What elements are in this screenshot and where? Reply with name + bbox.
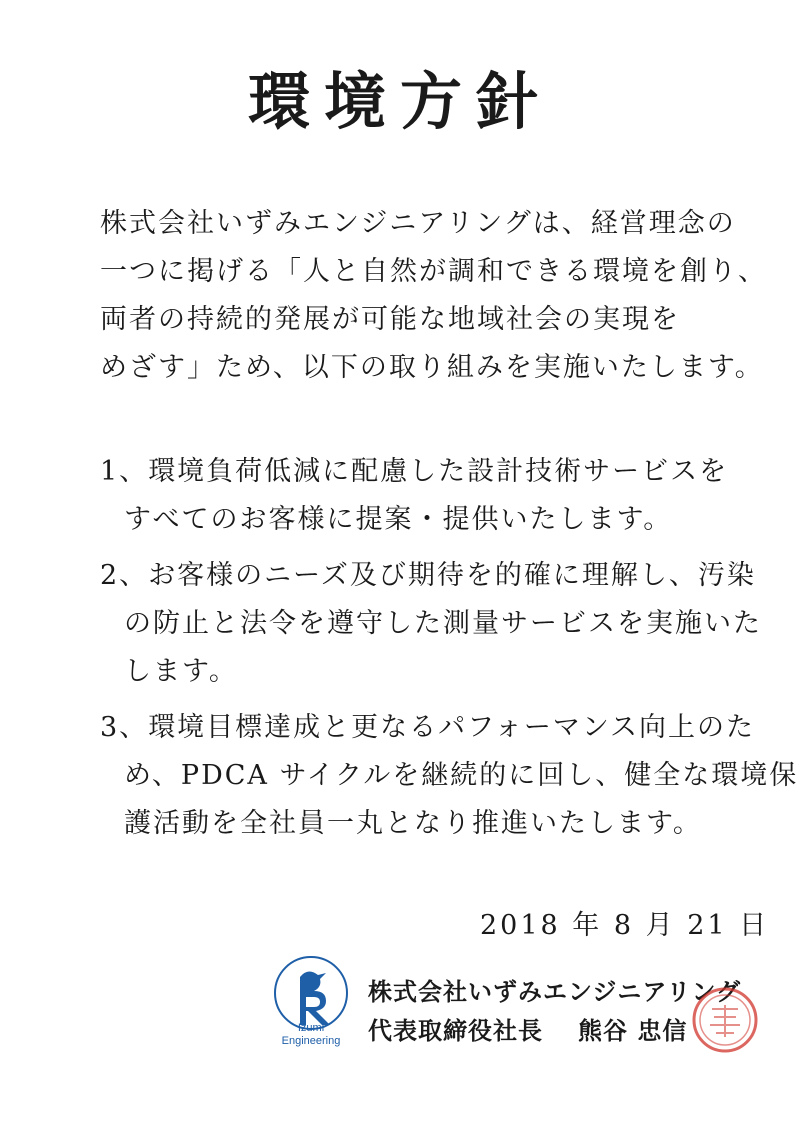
item-line: 護活動を全社員一丸となり推進いたします。 [124,808,702,839]
intro-paragraph [100,200,767,392]
policy-item-2 [100,552,762,696]
item-number: 1、 [100,456,149,487]
policy-item-3 [100,704,799,848]
company-name: 株式会社いずみエンジニアリング [368,977,741,1006]
item-line: お客様のニーズ及び期待を的確に理解し、汚染 [148,560,756,591]
representative [368,1012,728,1050]
item-line: 環境目標達成と更なるパフォーマンス向上のた [148,712,756,743]
representative-title: 代表取締役社長 [368,1016,543,1045]
company-seal-icon [690,985,760,1055]
item-line: の防止と法令を遵守した測量サービスを実施いた [124,608,762,639]
item-line: します。 [124,656,238,687]
logo-line-2: Engineering [281,1035,341,1047]
item-number: 2、 [100,560,149,591]
logo-text [270,1022,352,1048]
intro-line: 一つに掲げる「人と自然が調和できる環境を創り、 [100,256,767,287]
item-line: すべてのお客様に提案・提供いたします。 [124,504,673,535]
document-date: 2018 年 8 月 21 日 [480,910,770,941]
representative-name: 熊谷 忠信 [578,1016,688,1045]
document-title: 環境方針 [247,65,552,138]
bird-icon [300,971,326,991]
intro-line: めざす」ため、以下の取り組みを実施いたします。 [100,352,764,383]
logo-line-1: Izumi [297,1022,325,1034]
item-line: 環境負荷低減に配慮した設計技術サービスを [148,456,729,487]
policy-item-1 [100,448,740,544]
item-number: 3、 [100,712,149,743]
intro-line: 両者の持続的発展が可能な地域社会の実現を [100,304,680,335]
intro-line: 株式会社いずみエンジニアリングは、経営理念の [100,208,736,239]
item-line: め、PDCA サイクルを継続的に回し、健全な環境保 [124,760,799,791]
